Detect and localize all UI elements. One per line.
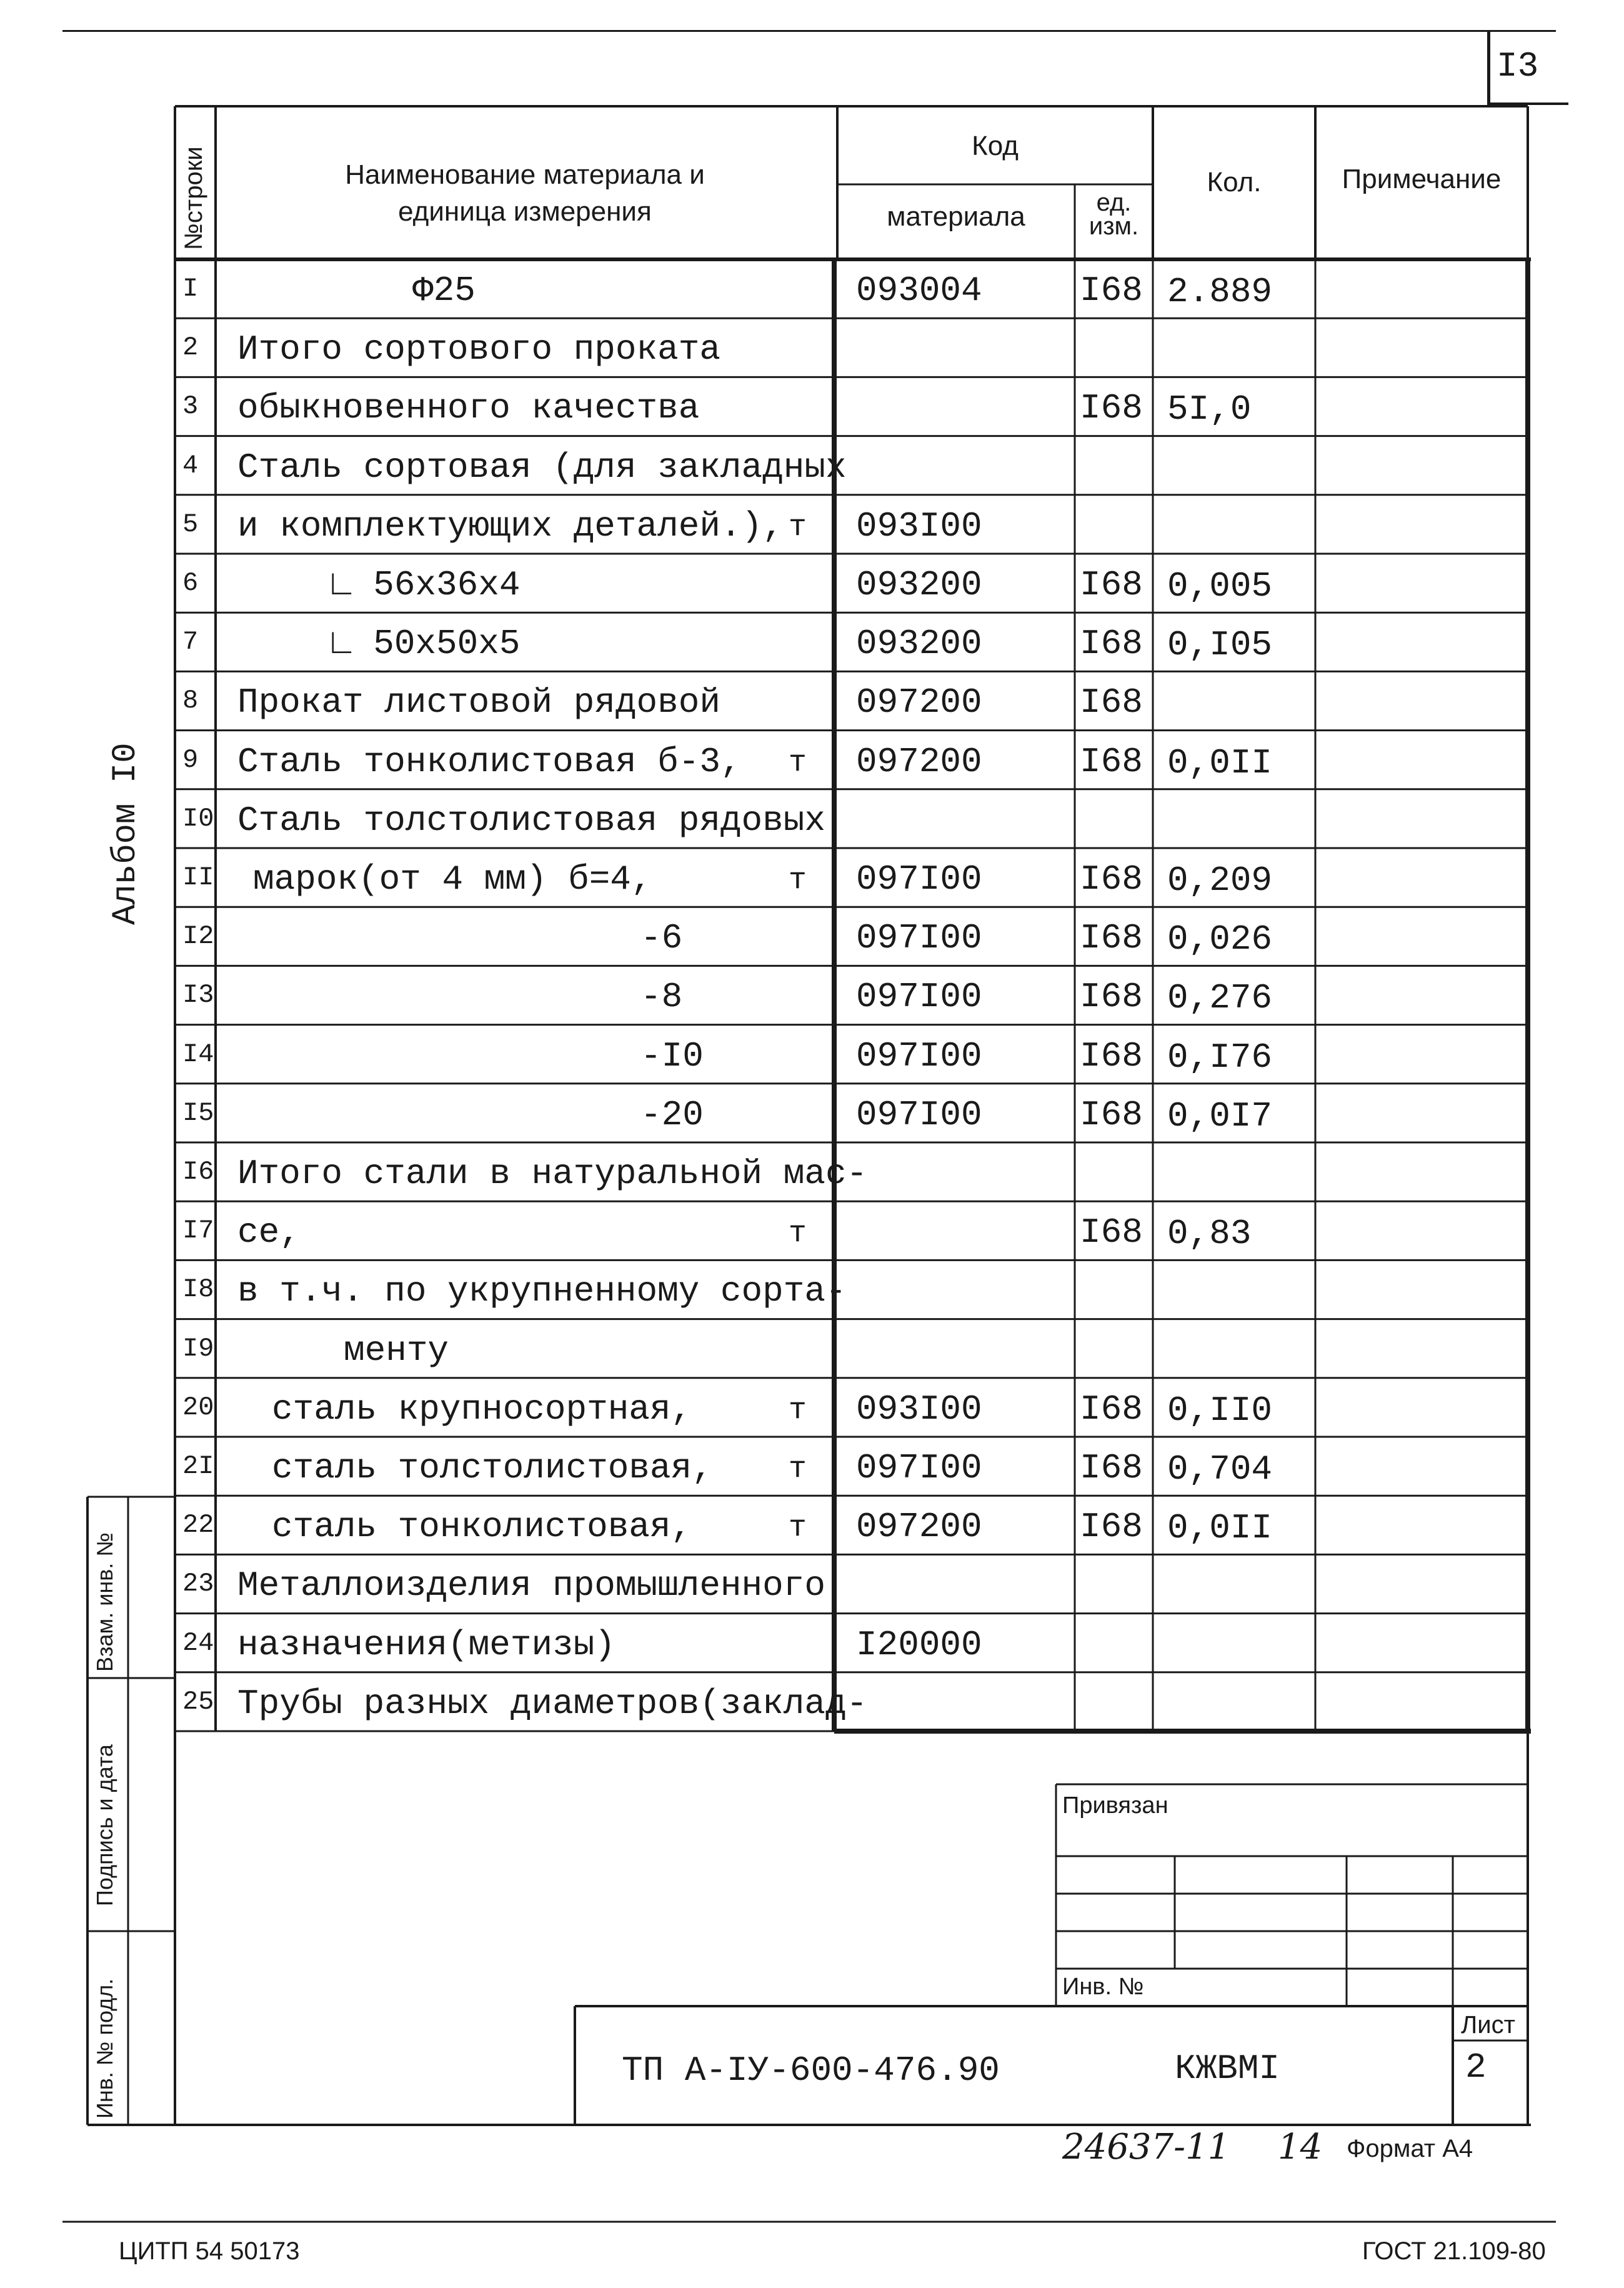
row-name: Металлоизделия промышленного xyxy=(237,1566,825,1606)
row-number: 2 xyxy=(182,332,199,363)
row-name: Прокат листовой рядовой xyxy=(237,682,720,723)
row-number: I9 xyxy=(182,1333,214,1364)
inv-no-label: Инв. № xyxy=(1062,1974,1144,2000)
row-name: -6 xyxy=(640,918,683,959)
row-number: I3 xyxy=(182,980,214,1011)
row-number: I5 xyxy=(182,1097,214,1128)
row-name: марок(от 4 мм) б=4, xyxy=(253,859,652,899)
row-name: Сталь толстолистовая рядовых xyxy=(237,800,825,841)
row-code: 097I00 xyxy=(856,977,982,1017)
row-number: 3 xyxy=(182,391,199,422)
row-code: 093I00 xyxy=(856,506,982,546)
row-qty: 0,83 xyxy=(1167,1214,1252,1254)
row-qty: 0,026 xyxy=(1167,919,1273,960)
row-name: менту xyxy=(344,1330,449,1371)
row-number: I4 xyxy=(182,1039,214,1069)
row-qty: 0,I05 xyxy=(1167,625,1273,666)
row-name: -I0 xyxy=(640,1036,704,1076)
row-name: и комплектующих деталей.), xyxy=(237,506,784,546)
header-qty: Кол. xyxy=(1207,167,1262,197)
row-number: 2I xyxy=(182,1451,214,1481)
row-code: 097I00 xyxy=(856,1094,982,1135)
row-name: сталь тонколистовая, xyxy=(272,1507,692,1547)
row-unit: I68 xyxy=(1080,918,1143,959)
row-code: 093200 xyxy=(856,624,982,664)
row-number: I xyxy=(182,274,199,304)
row-unit: I68 xyxy=(1080,1507,1143,1547)
row-code: 097I00 xyxy=(856,859,982,899)
row-number: I0 xyxy=(182,803,214,834)
row-unit: I68 xyxy=(1080,388,1143,429)
row-unit: I68 xyxy=(1080,624,1143,664)
row-unit: I68 xyxy=(1080,741,1143,782)
footer-right: ГОСТ 21.109-80 xyxy=(1362,2237,1546,2265)
format-label: Формат А4 xyxy=(1347,2135,1473,2162)
row-code: 093I00 xyxy=(856,1389,982,1429)
row-code: 097I00 xyxy=(856,1036,982,1076)
row-number: 24 xyxy=(182,1627,214,1658)
row-qty: 0,II0 xyxy=(1167,1390,1273,1431)
row-number: I6 xyxy=(182,1157,214,1187)
row-qty: 0,0II xyxy=(1167,742,1273,783)
row-qty: 0,005 xyxy=(1167,566,1273,606)
row-number: 6 xyxy=(182,568,199,598)
row-name: назначения(метизы) xyxy=(237,1624,615,1665)
row-name: -8 xyxy=(640,977,683,1017)
vzam-label: Взам. инв. № xyxy=(92,1532,117,1672)
row-number: 7 xyxy=(182,627,199,657)
row-qty: 2.889 xyxy=(1167,272,1273,312)
row-unit-suffix: т xyxy=(789,1511,807,1546)
row-unit-suffix: т xyxy=(789,1393,807,1427)
podpis-label: Подпись и дата xyxy=(92,1744,117,1906)
footer-left: ЦИТП 54 50173 xyxy=(119,2237,300,2265)
row-unit: I68 xyxy=(1080,1389,1143,1429)
row-unit-suffix: т xyxy=(789,510,807,544)
row-unit: I68 xyxy=(1080,682,1143,723)
row-unit: I68 xyxy=(1080,1448,1143,1488)
header-name: Наименование материала и единица измерения xyxy=(345,159,705,227)
row-name: Итого сортового проката xyxy=(237,329,720,370)
header-row-no: №строки xyxy=(180,146,207,250)
row-name: ∟ 50x50x5 xyxy=(331,624,521,664)
row-code: 097200 xyxy=(856,1507,982,1547)
row-name: сталь крупносортная, xyxy=(272,1389,692,1429)
hand-sheet: 14 xyxy=(1278,2127,1323,2167)
row-name: Φ25 xyxy=(412,271,476,311)
row-qty: 0,704 xyxy=(1167,1449,1273,1489)
row-unit-suffix: т xyxy=(789,1452,807,1486)
row-number: 9 xyxy=(182,744,199,775)
row-qty: 0,276 xyxy=(1167,978,1273,1019)
page-number: I3 xyxy=(1497,46,1539,86)
row-name: -20 xyxy=(640,1094,704,1135)
row-name: обыкновенного качества xyxy=(237,388,700,429)
row-number: 25 xyxy=(182,1686,214,1717)
header-unit: ед. изм. xyxy=(1088,189,1139,240)
doc-mark: КЖВМI xyxy=(1175,2049,1280,2089)
row-code: 097I00 xyxy=(856,1448,982,1488)
row-code: 093200 xyxy=(856,565,982,605)
row-code: I20000 xyxy=(856,1624,982,1665)
header-material: материала xyxy=(887,201,1025,232)
header-note: Примечание xyxy=(1342,164,1502,194)
row-code: 093004 xyxy=(856,271,982,311)
row-unit-suffix: т xyxy=(789,864,807,897)
row-name: се, xyxy=(237,1212,301,1253)
row-name: Итого стали в натуральной мас- xyxy=(237,1154,868,1194)
row-qty: 0,209 xyxy=(1167,861,1273,901)
row-qty: 0,0II xyxy=(1167,1508,1273,1549)
row-number: 20 xyxy=(182,1392,214,1422)
row-number: 22 xyxy=(182,1510,214,1541)
row-unit-suffix: т xyxy=(789,1217,807,1251)
row-name: сталь толстолистовая, xyxy=(272,1448,713,1488)
row-qty: 0,0I7 xyxy=(1167,1096,1273,1136)
row-qty: 0,I76 xyxy=(1167,1037,1273,1077)
row-unit: I68 xyxy=(1080,1036,1143,1076)
row-name: ∟ 56x36x4 xyxy=(331,565,521,605)
row-unit: I68 xyxy=(1080,271,1143,311)
hand-number: 24637-11 xyxy=(1062,2127,1230,2167)
row-unit: I68 xyxy=(1080,565,1143,605)
row-unit: I68 xyxy=(1080,1094,1143,1135)
row-code: 097200 xyxy=(856,741,982,782)
row-number: 5 xyxy=(182,509,199,539)
row-unit: I68 xyxy=(1080,859,1143,899)
header-code: Код xyxy=(972,131,1019,161)
row-number: I7 xyxy=(182,1216,214,1246)
sheet-label: Лист xyxy=(1461,2011,1515,2039)
row-code: 097I00 xyxy=(856,918,982,959)
row-number: I8 xyxy=(182,1274,214,1305)
row-number: II xyxy=(182,862,214,892)
row-unit: I68 xyxy=(1080,977,1143,1017)
row-name: Сталь тонколистовая б-3, xyxy=(237,741,742,782)
row-unit-suffix: т xyxy=(789,746,807,780)
row-name: в т.ч. по укрупненному сорта- xyxy=(237,1271,847,1312)
row-unit: I68 xyxy=(1080,1212,1143,1253)
row-code: 097200 xyxy=(856,682,982,723)
row-name: Трубы разных диаметров(заклад- xyxy=(237,1683,868,1724)
row-number: I2 xyxy=(182,921,214,952)
row-name: Сталь сортовая (для закладных xyxy=(237,447,847,487)
row-number: 8 xyxy=(182,686,199,716)
row-qty: 5I,0 xyxy=(1167,389,1252,430)
doc-code: ТП А-IУ-600-476.90 xyxy=(622,2051,1000,2091)
inv-podl-label: Инв. № подл. xyxy=(92,1978,117,2119)
sheet-number: 2 xyxy=(1465,2047,1487,2087)
album-label: Альбом I0 xyxy=(107,742,145,925)
row-number: 23 xyxy=(182,1569,214,1599)
row-number: 4 xyxy=(182,450,199,481)
privyazan-label: Привязан xyxy=(1062,1792,1168,1819)
